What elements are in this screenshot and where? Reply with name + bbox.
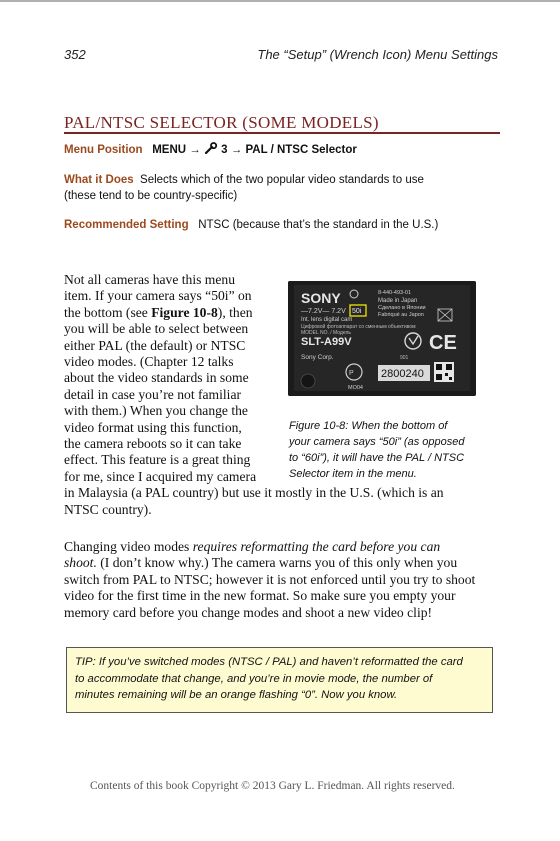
body-line: about the video standards in some bbox=[64, 370, 249, 386]
tripod-socket-icon bbox=[301, 374, 315, 388]
label-model: SLT-A99V bbox=[301, 336, 352, 348]
body-line: switch from PAL to NTSC; however it is not enforced until you try to shoot bbox=[64, 571, 476, 587]
body-line: NTSC country). bbox=[64, 501, 152, 517]
pct-mark-letter: P bbox=[349, 370, 354, 377]
label-serial: 2800240 bbox=[381, 368, 424, 380]
body-line: you will be able to select between bbox=[64, 321, 249, 337]
body-line: either PAL (the default) or NTSC bbox=[64, 337, 246, 353]
what-it-does-label: What it Does bbox=[64, 174, 134, 186]
caption-line: your camera says “50i” (as opposed bbox=[289, 436, 465, 448]
caption-line: Selector item in the menu. bbox=[289, 468, 417, 480]
body-line: in Malaysia (a PAL country) but use it mostly in the U.S. (which is an bbox=[64, 485, 444, 501]
menu-path-suffix: 3 → PAL / NTSC Selector bbox=[221, 144, 357, 156]
section-rule bbox=[64, 132, 500, 134]
body-line: detail in case you’re not familiar bbox=[64, 386, 242, 402]
top-border bbox=[0, 0, 560, 2]
caption-line: to “60i”), it will have the PAL / NTSC bbox=[289, 452, 465, 464]
emphasis: requires reformatting the card before you can bbox=[192, 539, 441, 554]
body-line: video for the first time in the new format. So make sure you empty your bbox=[64, 588, 456, 604]
label-brand: SONY bbox=[301, 290, 341, 306]
what-it-does-line2: (these tend to be country-specific) bbox=[64, 190, 238, 202]
recommended-row bbox=[64, 217, 438, 233]
label-voltage: —7.2V— 7.2V bbox=[301, 308, 346, 315]
menu-path-prefix: MENU → bbox=[152, 144, 201, 156]
label-corp: Sony Corp. bbox=[301, 354, 334, 361]
section-title: PAL/NTSC SELECTOR (SOME MODELS) bbox=[64, 113, 379, 132]
wrench-icon bbox=[204, 142, 218, 154]
caption-line: Figure 10-8: When the bottom of bbox=[289, 420, 448, 432]
menu-position-label: Menu Position bbox=[64, 144, 143, 156]
tip-box bbox=[66, 647, 493, 713]
figure-caption bbox=[289, 418, 489, 482]
label-mo: MO04 bbox=[348, 385, 363, 391]
tip-line: to accommodate that change, and you’re in movie mode, the number of bbox=[75, 672, 433, 685]
what-it-does-line1: Selects which of the two popular video standards to use bbox=[140, 174, 424, 186]
label-ru2: Цифровой фотоаппарат со сменным объективом bbox=[301, 324, 416, 330]
label-small-code: 901 bbox=[400, 355, 409, 361]
tip-line: TIP: If you’ve switched modes (NTSC / PAL) and haven’t reformatted the card bbox=[75, 656, 463, 668]
label-model-label: MODEL NO. / Модель bbox=[301, 330, 351, 336]
body-line bbox=[64, 555, 475, 571]
body-line: with them.) When you change the bbox=[64, 403, 248, 419]
body-line: the camera reboots so it can take bbox=[64, 436, 242, 452]
label-made-in: Made in Japan bbox=[378, 298, 418, 304]
recommended-label: Recommended Setting bbox=[64, 219, 189, 231]
body-line: Not all cameras have this menu bbox=[64, 272, 235, 287]
body-fragment: the bottom (see bbox=[64, 304, 152, 320]
body-line: item. If your camera says “50i” on bbox=[64, 288, 252, 304]
label-ru: Сделано в Японии bbox=[378, 305, 426, 311]
what-it-does-row bbox=[64, 172, 424, 204]
label-code: 8-440-493-01 bbox=[378, 290, 412, 296]
body-fragment: (I don’t know why.) The camera warns you of this only when you bbox=[96, 555, 458, 571]
page-number: 352 bbox=[64, 47, 86, 62]
body-fragment: Changing video modes bbox=[64, 539, 193, 554]
body-line: video modes. (Chapter 12 talks bbox=[64, 354, 234, 370]
copyright-footer: Contents of this book Copyright © 2013 Gary L. Friedman. All rights reserved. bbox=[90, 780, 455, 792]
body-line: memory card before you change modes and shoot a new video clip! bbox=[64, 604, 433, 620]
label-int: Int. lens digital cam bbox=[301, 317, 353, 323]
body-line: for me, since I acquired my camera bbox=[64, 468, 257, 484]
body-fragment: ), then bbox=[217, 304, 253, 320]
body-line bbox=[64, 539, 475, 555]
label-fr: Fabriqué au Japon bbox=[378, 312, 424, 318]
emphasis: shoot. bbox=[64, 555, 97, 571]
running-title: The “Setup” (Wrench Icon) Menu Settings bbox=[257, 47, 498, 62]
figure-reference: Figure 10-8 bbox=[151, 304, 218, 320]
menu-position-row bbox=[64, 142, 357, 158]
body-line: effect. This feature is a great thing bbox=[64, 452, 251, 468]
recommended-value: NTSC (because that’s the standard in the U.S.) bbox=[198, 219, 439, 231]
camera-label-illustration bbox=[288, 281, 476, 396]
camera-bottom-photo bbox=[288, 281, 476, 396]
tip-line: minutes remaining will be an orange flashing “0”. Now you know. bbox=[75, 689, 398, 702]
ce-mark-icon: CE bbox=[429, 332, 457, 354]
label-video-mode: 50i bbox=[352, 308, 362, 315]
paragraph-2 bbox=[64, 539, 475, 621]
body-line: video format using this function, bbox=[64, 419, 242, 435]
